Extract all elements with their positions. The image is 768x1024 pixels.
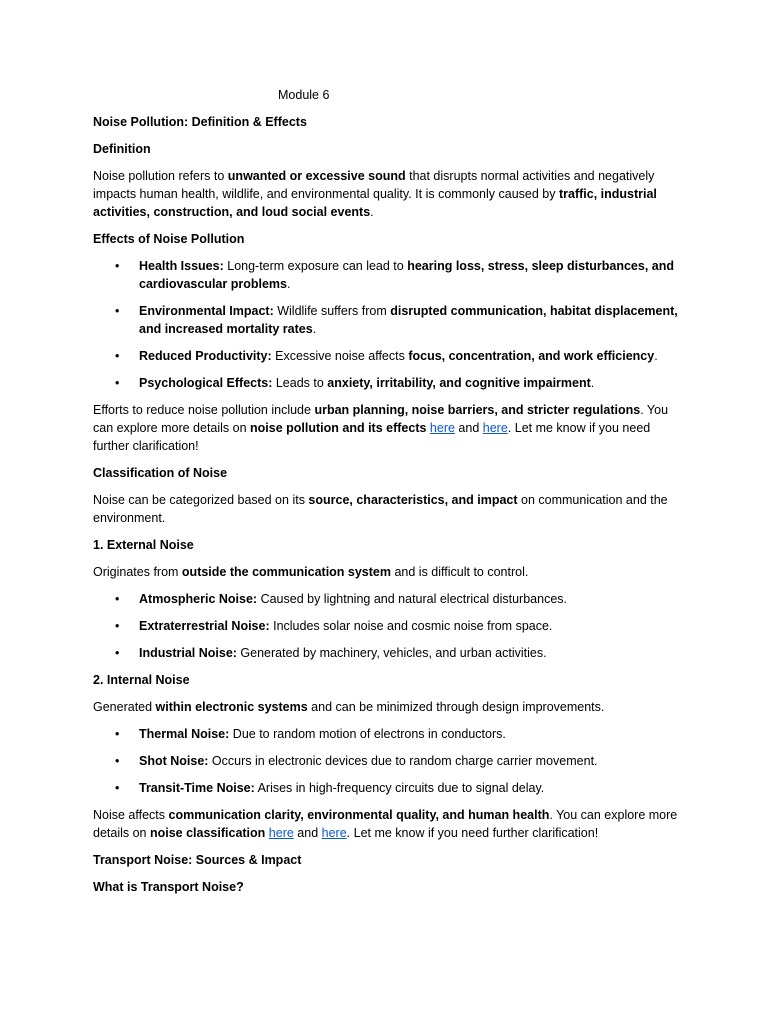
- text-run: and: [293, 826, 322, 840]
- bold-text: noise classification: [149, 826, 266, 840]
- here-link[interactable]: here: [268, 826, 294, 840]
- text-run: Generated by machinery, vehicles, and urban activities.: [236, 646, 547, 660]
- text-run: and: [454, 421, 483, 435]
- subheading-internal-noise: 2. Internal Noise: [93, 673, 190, 687]
- text-run: and is difficult to control.: [391, 565, 529, 579]
- bold-text: outside the communication system: [181, 565, 391, 579]
- external-noise-paragraph: [93, 563, 683, 581]
- bold-text: source, characteristics, and impact: [308, 493, 518, 507]
- bold-text: unwanted or excessive sound: [227, 169, 406, 183]
- bold-text: urban planning, noise barriers, and stricter regulations: [314, 403, 641, 417]
- here-link[interactable]: here: [429, 421, 455, 435]
- noise-affects-paragraph: [93, 806, 683, 842]
- text-run: Originates from: [93, 565, 182, 579]
- list-item: [139, 644, 683, 662]
- text-run: Wildlife suffers from: [273, 304, 391, 318]
- bold-text: communication clarity, environmental quality, and human health: [168, 808, 550, 822]
- text-run: Includes solar noise and cosmic noise from space.: [269, 619, 553, 633]
- subheading-effects: Effects of Noise Pollution: [93, 232, 245, 246]
- text-run: Noise pollution refers to: [93, 169, 228, 183]
- text-run: .: [370, 205, 374, 219]
- text-run: Arises in high-frequency circuits due to signal delay.: [254, 781, 545, 795]
- text-run: .: [654, 349, 658, 363]
- list-item: [139, 725, 683, 743]
- bold-text: Psychological Effects:: [139, 376, 273, 390]
- text-run: . You can explore more details on: [93, 808, 678, 840]
- text-run: Noise can be categorized based on its: [93, 493, 309, 507]
- text-run: Long-term exposure can lead to: [223, 259, 408, 273]
- list-item: [139, 257, 683, 293]
- external-noise-list: [93, 590, 683, 662]
- classification-paragraph: [93, 491, 683, 527]
- document-body: [93, 113, 683, 896]
- bold-text: hearing loss, stress, sleep disturbances, and cardiovascular problems: [139, 259, 674, 291]
- effects-list: [93, 257, 683, 392]
- subheading-external-noise: 1. External Noise: [93, 538, 194, 552]
- list-item: [139, 752, 683, 770]
- section-title-transport-noise: Transport Noise: Sources & Impact: [93, 853, 302, 867]
- list-item: [139, 302, 683, 338]
- bold-text: within electronic systems: [155, 700, 308, 714]
- text-run: .: [590, 376, 595, 390]
- here-link[interactable]: here: [482, 421, 508, 435]
- text-run: Generated: [93, 700, 156, 714]
- bold-text: Thermal Noise:: [139, 727, 230, 741]
- bold-text: Extraterrestrial Noise:: [139, 619, 270, 633]
- text-run: that disrupts normal activities and negatively impacts human health, wildlife, and environmental quality. It is commonly caused by: [93, 169, 655, 201]
- bold-text: disrupted communication, habitat displacement, and increased mortality rates: [139, 304, 678, 336]
- bold-text: focus, concentration, and work efficiency: [408, 349, 655, 363]
- bold-text: Atmospheric Noise:: [139, 592, 258, 606]
- efforts-paragraph: [93, 401, 683, 455]
- text-run: .: [312, 322, 317, 336]
- list-item: [139, 590, 683, 608]
- document-page: [93, 86, 683, 905]
- list-item: [139, 374, 683, 392]
- text-run: Excessive noise affects: [271, 349, 409, 363]
- bold-text: Transit-Time Noise:: [139, 781, 255, 795]
- internal-noise-paragraph: [93, 698, 683, 716]
- list-item: [139, 779, 683, 797]
- section-title-noise-pollution: Noise Pollution: Definition & Effects: [93, 115, 307, 129]
- bold-text: Environmental Impact:: [139, 304, 274, 318]
- bold-text: Industrial Noise:: [139, 646, 237, 660]
- text-run: . Let me know if you need further clarification!: [93, 421, 651, 453]
- definition-paragraph: [93, 167, 683, 221]
- text-run: Noise affects: [93, 808, 169, 822]
- bold-text: Health Issues:: [139, 259, 224, 273]
- text-run: . You can explore more details on: [93, 403, 669, 435]
- text-run: Leads to: [272, 376, 328, 390]
- text-run: Occurs in electronic devices due to random charge carrier movement.: [208, 754, 598, 768]
- here-link[interactable]: here: [321, 826, 347, 840]
- bold-text: anxiety, irritability, and cognitive impairment: [327, 376, 591, 390]
- text-run: Due to random motion of electrons in conductors.: [229, 727, 506, 741]
- text-run: on communication and the environment.: [93, 493, 668, 525]
- text-run: .: [286, 277, 291, 291]
- bold-text: noise pollution and its effects: [250, 421, 427, 435]
- list-item: [139, 347, 683, 365]
- list-item: [139, 617, 683, 635]
- subheading-what-is-transport-noise: What is Transport Noise?: [93, 880, 244, 894]
- text-run: Caused by lightning and natural electrical disturbances.: [257, 592, 567, 606]
- text-run: Efforts to reduce noise pollution include: [93, 403, 315, 417]
- module-title: Module 6: [278, 88, 330, 102]
- text-run: . Let me know if you need further clarification!: [346, 826, 599, 840]
- bold-text: Reduced Productivity:: [139, 349, 272, 363]
- subheading-definition: Definition: [93, 142, 151, 156]
- bold-text: traffic, industrial activities, construction, and loud social events: [93, 187, 657, 219]
- subheading-classification: Classification of Noise: [93, 466, 228, 480]
- text-run: and can be minimized through design improvements.: [307, 700, 605, 714]
- bold-text: Shot Noise:: [139, 754, 209, 768]
- internal-noise-list: [93, 725, 683, 797]
